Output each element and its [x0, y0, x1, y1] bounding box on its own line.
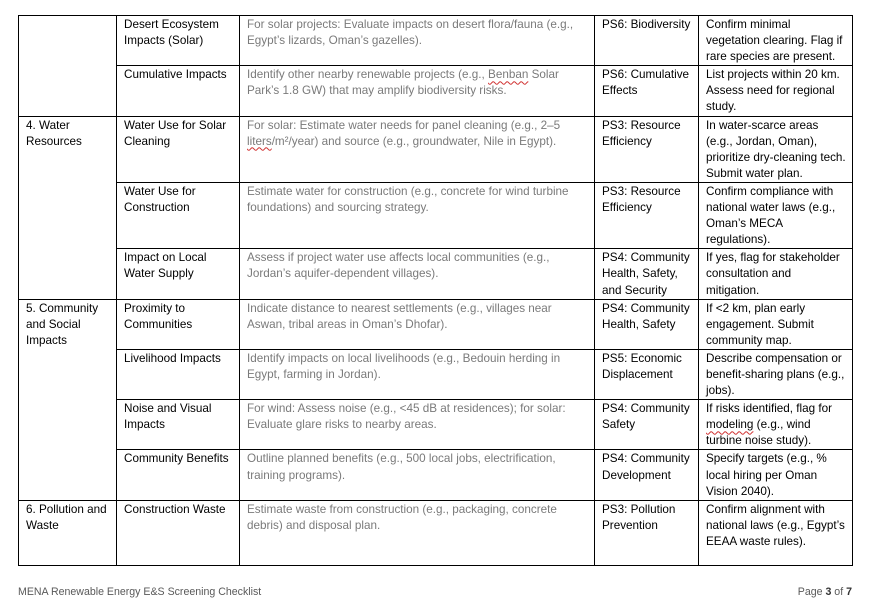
performance-standard: PS5: Economic Displacement: [595, 349, 699, 399]
table-row: [19, 400, 853, 450]
spellcheck-word: modeling: [706, 418, 754, 432]
performance-standard: PS3: Pollution Prevention: [595, 500, 699, 565]
performance-standard: PS6: Cumulative Effects: [595, 66, 699, 116]
category-cell: 6. Pollution and Waste: [19, 500, 117, 565]
action-text: Describe compensation or benefit-sharing plans (e.g., jobs).: [699, 349, 853, 399]
action-text: If risks identified, flag for modeling (e.g., wind turbine noise study).: [699, 400, 853, 450]
performance-standard: PS3: Resource Efficiency: [595, 182, 699, 248]
action-text: Confirm minimal vegetation clearing. Flag if rare species are present.: [699, 16, 853, 66]
table-row: [19, 349, 853, 399]
requirement-text: Estimate waste from construction (e.g., packaging, concrete debris) and disposal plan.: [240, 500, 595, 565]
category-cell: 4. Water Resources: [19, 116, 117, 299]
performance-standard: PS6: Biodiversity: [595, 16, 699, 66]
spellcheck-word: liters: [247, 134, 272, 148]
table-row: [19, 500, 853, 565]
requirement-text: For solar: Estimate water needs for panel cleaning (e.g., 2–5 liters/m²/year) and source (e.g., groundwater, Nile in Egypt).: [240, 116, 595, 182]
table-row: [19, 116, 853, 182]
table-row: [19, 66, 853, 116]
requirement-text: Indicate distance to nearest settlements (e.g., villages near Aswan, tribal areas in Oman’s Dhofar).: [240, 299, 595, 349]
table-row: [19, 182, 853, 248]
item-name: Livelihood Impacts: [117, 349, 240, 399]
item-name: Construction Waste: [117, 500, 240, 565]
item-name: Water Use for Construction: [117, 182, 240, 248]
requirement-text: Outline planned benefits (e.g., 500 local jobs, electrification, training programs).: [240, 450, 595, 500]
table-row: [19, 450, 853, 500]
requirement-text: For solar projects: Evaluate impacts on desert flora/fauna (e.g., Egypt’s lizards, Oman’s gazelles).: [240, 16, 595, 66]
item-name: Community Benefits: [117, 450, 240, 500]
action-text: In water-scarce areas (e.g., Jordan, Oman), prioritize dry-cleaning tech. Submit water plan.: [699, 116, 853, 182]
performance-standard: PS4: Community Development: [595, 450, 699, 500]
action-text: Confirm compliance with national water laws (e.g., Oman’s MECA regulations).: [699, 182, 853, 248]
action-text: List projects within 20 km. Assess need for regional study.: [699, 66, 853, 116]
performance-standard: PS3: Resource Efficiency: [595, 116, 699, 182]
screening-checklist-table: [18, 15, 853, 566]
performance-standard: PS4: Community Health, Safety, and Security: [595, 249, 699, 299]
requirement-text: Estimate water for construction (e.g., concrete for wind turbine foundations) and sourcing strategy.: [240, 182, 595, 248]
performance-standard: PS4: Community Health, Safety: [595, 299, 699, 349]
item-name: Impact on Local Water Supply: [117, 249, 240, 299]
item-name: Cumulative Impacts: [117, 66, 240, 116]
requirement-text: Identify other nearby renewable projects (e.g., Benban Solar Park’s 1.8 GW) that may amplify biodiversity risks.: [240, 66, 595, 116]
spellcheck-word: Benban: [488, 68, 529, 82]
action-text: Specify targets (e.g., % local hiring per Oman Vision 2040).: [699, 450, 853, 500]
item-name: Proximity to Communities: [117, 299, 240, 349]
table-row: [19, 16, 853, 66]
action-text: Confirm alignment with national laws (e.g., Egypt’s EEAA waste rules).: [699, 500, 853, 565]
footer-page-number: Page 3 of 7: [797, 586, 852, 598]
performance-standard: PS4: Community Safety: [595, 400, 699, 450]
category-cell: 5. Community and Social Impacts: [19, 299, 117, 500]
requirement-text: For wind: Assess noise (e.g., <45 dB at residences); for solar: Evaluate glare risks to nearby areas.: [240, 400, 595, 450]
item-name: Noise and Visual Impacts: [117, 400, 240, 450]
category-cell: [19, 16, 117, 117]
action-text: If yes, flag for stakeholder consultation and mitigation.: [699, 249, 853, 299]
item-name: Desert Ecosystem Impacts (Solar): [117, 16, 240, 66]
table-row: [19, 299, 853, 349]
requirement-text: Identify impacts on local livelihoods (e.g., Bedouin herding in Egypt, farming in Jordan).: [240, 349, 595, 399]
footer-document-title: MENA Renewable Energy E&S Screening Checklist: [18, 586, 262, 598]
action-text: If <2 km, plan early engagement. Submit community map.: [699, 299, 853, 349]
requirement-text: Assess if project water use affects local communities (e.g., Jordan’s aquifer-dependent villages).: [240, 249, 595, 299]
table-row: [19, 249, 853, 299]
item-name: Water Use for Solar Cleaning: [117, 116, 240, 182]
